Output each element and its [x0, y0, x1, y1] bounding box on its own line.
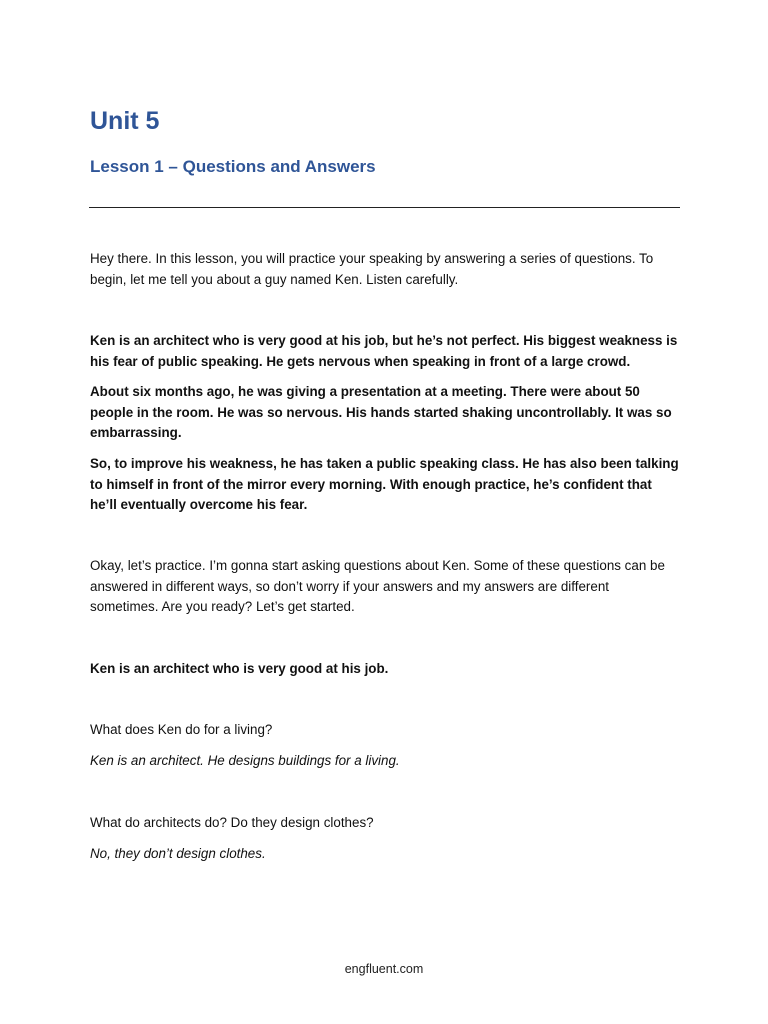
intro-paragraph: Hey there. In this lesson, you will practice your speaking by answering a series of questions. To begin, let me tell you about a guy named Ken. Listen carefully.	[90, 251, 654, 287]
story-paragraph-2: About six months ago, he was giving a presentation at a meeting. There were about 50 people in the room. He was so nervous. His hands started shaking uncontrollably. It was so embarrassing.	[90, 384, 672, 440]
question-1: What does Ken do for a living?	[90, 722, 273, 737]
unit-title: Unit 5	[90, 107, 160, 135]
answer-1: Ken is an architect. He designs buildings for a living.	[90, 753, 400, 768]
statement-text: Ken is an architect who is very good at his job.	[90, 661, 389, 676]
story-paragraph-1: Ken is an architect who is very good at his job, but he’s not perfect. His biggest weakness is his fear of public speaking. He gets nervous when speaking in front of a large crowd.	[90, 333, 678, 369]
header-divider	[89, 207, 680, 208]
practice-intro-paragraph: Okay, let’s practice. I’m gonna start asking questions about Ken. Some of these questions can be answered in different ways, so don’t worry if your answers and my answers are different sometimes. Are you ready? Let’s get started.	[90, 558, 665, 614]
answer-2: No, they don’t design clothes.	[90, 846, 266, 861]
story-paragraph-3: So, to improve his weakness, he has taken a public speaking class. He has also been talking to himself in front of the mirror every morning. With enough practice, he’s confident that he’ll eventually overcome his fear.	[90, 456, 679, 512]
question-2: What do architects do? Do they design clothes?	[90, 815, 374, 830]
footer-site: engfluent.com	[344, 962, 424, 976]
lesson-title: Lesson 1 – Questions and Answers	[90, 157, 376, 176]
